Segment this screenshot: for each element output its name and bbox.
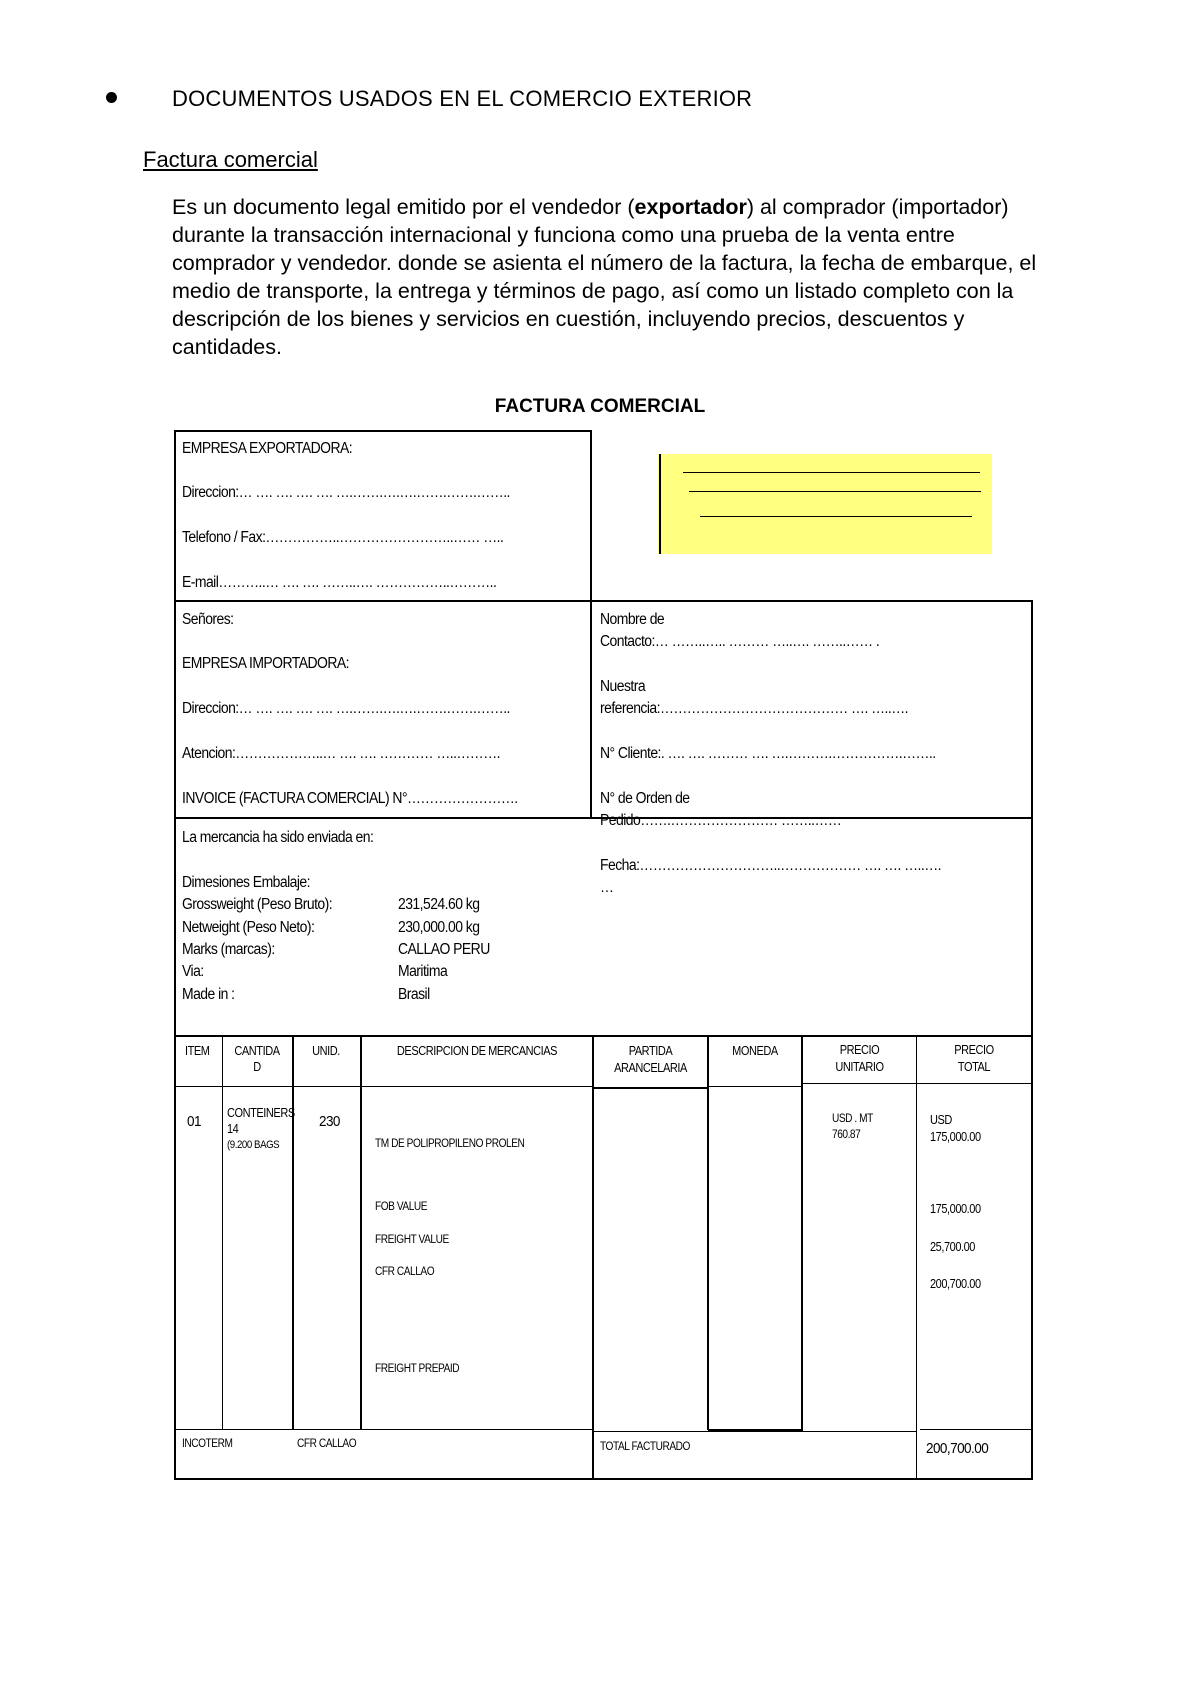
importer-attention: Atencion:………………..… …. …. ………… …..………. [182,745,500,762]
shipment-label: Grossweight (Peso Bruto): [182,896,333,913]
paragraph-start: Es un documento legal emitido por el vendedor ( [172,195,635,219]
shipment-label: Dimesiones Embalaje: [182,874,310,891]
exporter-address: Direccion:… …. …. …. …. ….…….….….…….…….…….. [182,484,510,501]
column-rule [292,1035,294,1430]
column-rule [222,1035,223,1430]
row-total: 175,000.00 [930,1130,981,1144]
row-description: TM DE POLIPROPILENO PROLEN [375,1138,525,1150]
row-qty-bags: (9.200 BAGS [227,1139,280,1151]
freight-value: 25,700.00 [930,1240,975,1254]
column-rule [360,1035,362,1430]
header-rule [594,1087,708,1089]
fob-label: FOB VALUE [375,1201,428,1213]
header-rule [708,1086,803,1087]
client-number: N° Cliente:. …. …. ……… …. ….……….…………….…….. [600,745,936,762]
col-partida: PARTIDA [628,1044,673,1058]
divider [590,600,592,819]
logo-border [659,454,661,554]
paragraph-bold: exportador [634,195,747,219]
row-qty: CONTEINERS [227,1106,295,1120]
logo-line [683,472,980,473]
shipment-value: CALLAO PERU [398,941,490,958]
cfr-label: CFR CALLAO [375,1266,435,1278]
date-field-cont: … [600,879,614,896]
shipment-value: Maritima [398,963,448,980]
col-precio-total: PRECIO [954,1043,994,1057]
importer-address: Direccion:… …. …. …. …. ….…….….….…….…….…….. [182,700,510,717]
shipment-label: Netweight (Peso Neto): [182,919,315,936]
freight-label: FREIGHT VALUE [375,1234,449,1246]
section-heading: DOCUMENTOS USADOS EN EL COMERCIO EXTERIOR [172,86,753,111]
shipment-label: Via: [182,963,204,980]
exporter-phone: Telefono / Fax:……………..……………………..…… ….. [182,529,504,546]
contact-name-label: Nombre de [600,611,665,628]
row-item: 01 [187,1113,201,1130]
paragraph-end: ) al comprador (importador) durante la transacción internacional y funciona como una prueba de la venta entre comprador y vendedor. donde se asienta el número de la factura, la fecha de embarque, el medio de transporte, la entrega y términos de pago, así como un listado completo con la descripción de los bienes y servicios en cuestión, incluyendo precios, descuentos y cantidades. [172,195,1037,359]
row-unit-price-value: 760.87 [832,1129,861,1141]
row-rule [594,1431,916,1432]
col-cantidad-cont: D [253,1060,261,1074]
importer-greeting: Señores: [182,611,234,628]
incoterm-value: CFR CALLAO [297,1438,357,1450]
logo-line [689,491,981,492]
col-descripcion: DESCRIPCION DE MERCANCIAS [396,1044,558,1058]
row-qty-count: 14 [227,1122,239,1136]
subtitle: Factura comercial [143,147,318,172]
row-rule [920,1429,1033,1430]
reference-label: Nuestra [600,678,646,695]
exporter-company: EMPRESA EXPORTADORA: [182,440,353,457]
header-rule [174,1086,594,1087]
incoterm-label: INCOTERM [182,1438,233,1450]
shipment-label: Made in : [182,986,235,1003]
fob-value: 175,000.00 [930,1202,981,1216]
shipment-sent: La mercancia ha sido enviada en: [182,829,374,846]
order-label: N° de Orden de [600,790,690,807]
table-border [1031,1035,1033,1480]
form-title: FACTURA COMERCIAL [494,396,706,417]
logo-line [700,516,972,517]
col-unid: UNID. [312,1044,340,1058]
column-rule [592,1035,594,1480]
total-value: 200,700.00 [926,1440,989,1457]
column-rule [801,1035,803,1430]
reference: referencia:…………………………………… …. …..…. [600,700,908,717]
col-item: ITEM [185,1044,210,1058]
invoice-number: INVOICE (FACTURA COMERCIAL) N°……………………. [182,790,518,807]
contact-name: Contacto:… ……..….. ……… …..…. ……..…… . [600,633,880,650]
col-partida-cont: ARANCELARIA [614,1061,687,1075]
column-rule [707,1035,709,1430]
shipment-value: 231,524.60 kg [398,896,480,913]
col-moneda: MONEDA [732,1044,778,1058]
column-rule [916,1035,917,1480]
shipment-label: Marks (marcas): [182,941,275,958]
logo-placeholder [658,454,992,554]
row-total-currency: USD [930,1113,952,1127]
date-field: Fecha:…………………………..……………… …. …. …..…. [600,857,941,874]
table-border [174,1478,1033,1480]
description-paragraph [172,193,1052,361]
freight-prepaid: FREIGHT PREPAID [375,1363,460,1375]
shipment-value: Brasil [398,986,430,1003]
col-precio-unitario: PRECIO [839,1043,880,1057]
col-cantidad: CANTIDA [234,1044,280,1058]
total-label: TOTAL FACTURADO [600,1441,690,1453]
row-unid: 230 [319,1113,340,1130]
row-rule [174,1429,594,1430]
col-precio-unitario-cont: UNITARIO [835,1060,884,1074]
bullet-icon [106,92,117,103]
cfr-value: 200,700.00 [930,1277,981,1291]
col-precio-total-cont: TOTAL [957,1060,991,1074]
importer-company: EMPRESA IMPORTADORA: [182,655,349,672]
exporter-email: E-mail………..… …. …. ……..…. ……………..……….. [182,574,497,591]
shipment-value: 230,000.00 kg [398,919,480,936]
row-unit-price: USD . MT [832,1113,873,1125]
table-border [174,1035,176,1480]
header-rule [803,1083,1033,1084]
order-number: Pedido…….…………………… ……..…… [600,812,842,829]
